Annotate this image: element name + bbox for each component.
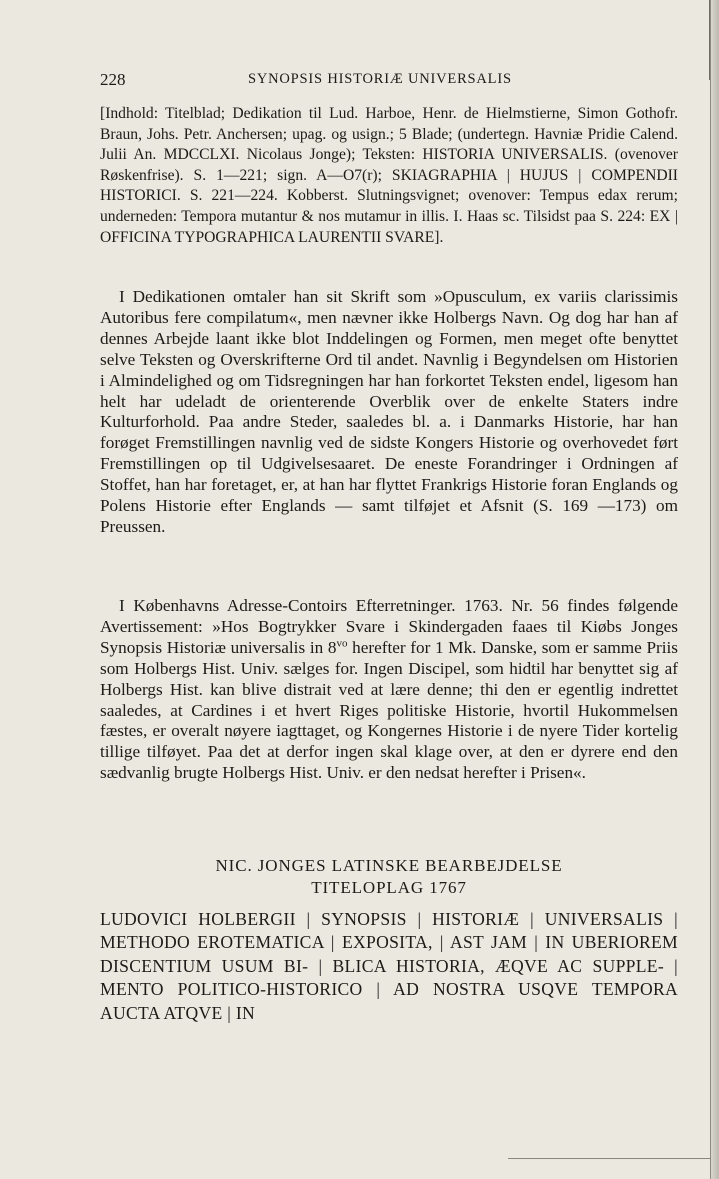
title-page-transcription: LUDOVICI HOLBERGII | SYNOPSIS | HISTORIÆ | UNIVERSALIS | METHODO EROTEMATICA | EXPOSITA, | AST JAM | IN UBERIOREM DISCENTIUM USUM BI- | BLICA HISTORIA, ÆQVE AC SUPPLE- | MENTO POLITICO-HISTORICO | AD NOSTRA USQVE TEMPORA AUCTA ATQVE | IN — [100, 909, 678, 1023]
page-corner-line — [508, 1158, 711, 1159]
section-heading: NIC. JONGES LATINSKE BEARBEJDELSE — [215, 856, 563, 875]
running-title: SYNOPSIS HISTORIÆ UNIVERSALIS — [248, 71, 512, 87]
page-header — [100, 70, 700, 94]
paragraph-dedication: I Dedikationen omtaler han sit Skrift som »Opusculum, ex variis clarissimis Autoribus fere compilatum«, men nævner ikke Holbergs Navn. Og dog har han af dennes Arbejde laant ikke blot Inddelingen og Formen, men meget ofte benyttet selve Teksten og Overskrifterne Ord til andet. Navnlig i Begyndelsen om Historien i Almindelighed og om Tidsregningen har han forkortet Teksten endel, ligesom han helt har udeladt de orienterende Overblik over de enkelte Staters indre Kulturforhold. Paa andre Steder, saaledes bl. a. i Danmarks Historie, har han forøget Fremstillingen navnlig ved de sidste Kongers Historie og overhovedet ført Fremstillingen op til Udgivelsesaaret. De eneste Forandringer i Ordningen af Stoffet, han har foretaget, er, at han har flyttet Frankrigs Historie foran Englands og Polens Historie efter Englands — samt tilføjet et Afsnit (S. 169 —173) om Preussen. — [100, 287, 678, 536]
paragraph-advertisement — [100, 596, 678, 784]
octavo-superscript: vo — [336, 637, 348, 650]
advertisement-text-end: herefter for 1 Mk. Danske, som er samme Priis som Holbergs Hist. Univ. sælges for. Ingen Discipel, som hidtil har benyttet sig af Holbergs Hist. kan blive distrait ved at lære denne; thi den er egentlig indrettet saaledes, at Cardines i et hvert Riges politiske Historie, hvortil Hukommelsen fæstes, er overalt nøyere iagttaget, og Kongernes Historie i de nyere Tider kortelig tillige tilføyet. Paa det at derfor ingen skal klage over, at den er dyrere end den sædvanlig brugte Holbergs Hist. Univ. er den nedsat herefter i Prisen«. — [100, 637, 678, 783]
page-number: 228 — [100, 70, 126, 89]
page-edge-shadow-line — [709, 0, 710, 80]
bibliographic-note: [Indhold: Titelblad; Dedikation til Lud. Harboe, Henr. de Hielmstierne, Simon Gothofr. Braun, Johs. Petr. Anchersen; upag. og usign.; 5 Blade; (undertegn. Havniæ Pridie Calend. Julii An. MDCCLXI. Nicolaus Jonge); Teksten: HISTORIA UNIVERSALIS. (ovenover Røskenfrise). S. 1—221; sign. A—O7(r); SKIAGRAPHIA | HUJUS | COMPENDII HISTORICI. S. 221—224. Kobberst. Slutningsvignet; ovenover: Tempus edax rerum; underneden: Tempora mutantur & nos mutamur in illis. I. Haas sc. Tilsidst paa S. 224: EX | OFFICINA TYPOGRAPHICA LAURENTII SVARE]. — [100, 105, 678, 246]
advertisement-text-start: I Københavns Adresse-Contoirs Efterretninger. 1763. Nr. 56 findes følgende Avertissement: »Hos Bogtrykker Svare i Skindergaden faaes til Kiøbs Jonges Synopsis Historiæ universalis in 8 — [100, 596, 678, 657]
page-edge — [710, 0, 719, 1179]
section-subheading: TITELOPLAG 1767 — [311, 878, 467, 897]
